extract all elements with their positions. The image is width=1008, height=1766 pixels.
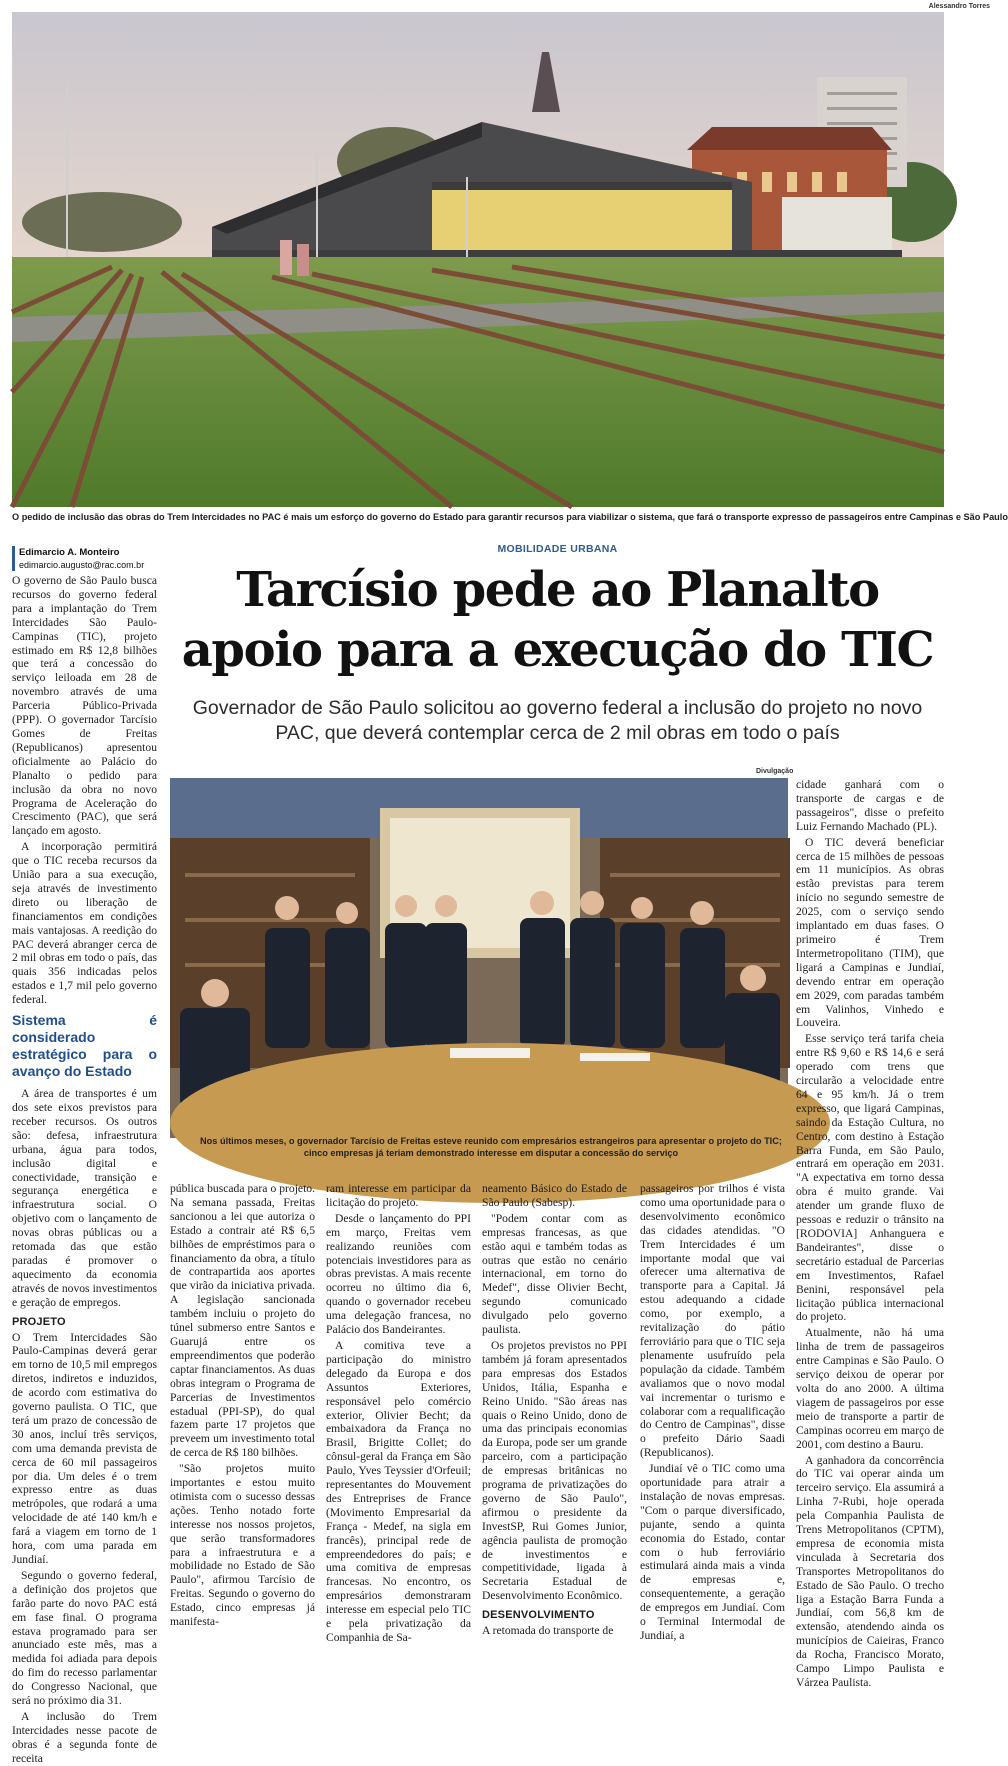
article-column-3 [326, 1182, 471, 1650]
paragraph: passageiros por trilhos é vista como uma oportunidade para o desenvolvimento econômico das cidades atendidas. "O Trem Intercidades é um importante modal que vai oferecer uma alternativa de transporte para a Capital. Já estou adequando a cidade como, por exemplo, a revitalização do pátio ferroviário para que o TIC seja plenamente usufruído pela população da cidade. Também avaliamos que o novo modal vai incrementar o turismo e colaborar com a requalificação do Centro de Campinas", disse o prefeito Dário Saadi (Republicanos). [640, 1182, 785, 1460]
subsection-heading: PROJETO [12, 1315, 66, 1328]
byline [12, 546, 164, 571]
paragraph: pública buscada para o projeto. Na semana passada, Freitas sancionou a lei que autoriza o Estado a contrair até R$ 6,5 bilhões de empréstimos para o financiamento da obra, a título de contrapartida aos aportes que virão da iniciativa privada. A legislação sancionada também incluiu o projeto do túnel submerso entre Santos e Guarujá entre os empreendimentos que poderão captar financiamentos. As duas obras integram o Programa de Parcerias de Investimentos estadual (PPI-SP), do qual fazem parte 17 projetos que preveem um investimento total de cerca de R$ 180 bilhões. [170, 1182, 315, 1460]
deck: Governador de São Paulo solicitou ao governo federal a inclusão do projeto no novo PAC, que deverá contemplar cerca de 2 mil obras em todo o país [192, 697, 923, 744]
paragraph: ram interesse em participar da licitação do projeto. [326, 1182, 471, 1209]
side-subhead: Sistema é considerado estratégico para o avanço do Estado [12, 1012, 157, 1080]
train-station-illustration [12, 12, 944, 507]
article-column-6 [796, 778, 944, 1689]
headline-line-2: apoio para a execução do TIC [181, 622, 934, 678]
paragraph: A incorporação permitirá que o TIC receba recursos da União para a sua execução, seja através de investimento direto ou liberação de financiamentos em condições mais vantajosas. A reedição do PAC deverá abranger cerca de 2 mil obras em todo o país, das quais 356 indicadas pelos estados e 1,7 mil pelo governo federal. [12, 840, 157, 1007]
article-column-2 [170, 1182, 315, 1650]
article-column-1 [12, 574, 157, 1765]
paragraph: neamento Básico do Estado de São Paulo (Sabesp). [482, 1182, 627, 1209]
paragraph: A comitiva teve a participação do ministro delegado da Europa e dos Assuntos Exteriores, responsável pelo comércio exterior, Olivier Becht; da embaixadora da França no Brasil, Brigitte Collet; do cônsul-geral da França em São Paulo, Yves Teyssier d'Orfeuil; representantes do Mouvement des Entreprises de France (Movimento Empresarial da França - Medef, na sigla em francês), principal rede de empreendedores do país; e uma comitiva de empresas francesas. No encontro, os empresários demonstraram interesse em especial pelo TIC e pela privatização da Companhia de Sa- [326, 1338, 471, 1644]
paragraph: "São projetos muito importantes e estou muito otimista com o sucesso dessas ações. Tenho notado forte interesse nos nossos projetos, que serão transformadores para a infraestrutura e a mobilidade no Estado de São Paulo", afirmou Tarcísio de Freitas. Segundo o governo do Estado, cinco empresas já manifesta- [170, 1462, 315, 1629]
subsection-heading: DESENVOLVIMENTO [482, 1609, 595, 1622]
paragraph: A área de transportes é um dos sete eixos previstos para receber recursos. Os outros são: defesa, infraestrutura urbana, água para todos, inclusão digital e conectividade, transição e segurança energética e infraestrutura social. O objetivo com o lançamento de novas obras públicas ou a retomada das que estão paradas é promover o aquecimento da economia através de novos investimentos e geração de empregos. [12, 1087, 157, 1309]
paragraph: Os projetos previstos no PPI também já foram apresentados para empresas dos Estados Unidos, Itália, Espanha e Reino Unido. "São áreas nas quais o Reino Unido, dono de uma das principais economias da Europa, pode ser um grande parceiro, com a participação de empresas britânicas no programa de privatizações do governo de São Paulo", afirmou o presidente da InvestSP, Rui Gomes Junior, agência paulista de promoção de investimentos e competitividade, ligada à Secretaria Estadual de Desenvolvimento Econômico. [482, 1338, 627, 1603]
author-email[interactable]: edimarcio.augusto@rac.com.br [19, 560, 145, 570]
paragraph: Segundo o governo federal, a definição dos projetos que farão parte do novo PAC está em fase final. O programa estava programado para ser anunciado este mês, mas a medida foi adiada para depois do fim do recesso parlamentar do Congresso Nacional, que será no próximo dia 31. [12, 1568, 157, 1708]
paragraph: Atualmente, não há uma linha de trem de passageiros entre Campinas e São Paulo. O serviço deixou de operar por volta do ano 2000. A última viagem de passageiros por esse meio de transporte a partir de Campinas ocorreu em março de 2001, com destino a Bauru. [796, 1326, 944, 1451]
paragraph: A ganhadora da concorrência do TIC vai operar ainda um terceiro serviço. Ela assumirá a Linha 7-Rubi, hoje operada pela Companhia Paulista de Trens Metropolitanos (CPTM), empresa de economia mista vinculada à Secretaria dos Transportes Metropolitanos do Estado de São Paulo. O trecho liga a Estação Barra Funda a Jundiaí, com 56,8 km de extensão, atendendo ainda os municípios de Caieiras, Franco da Rocha, Francisco Morato, Campo Limpo Paulista e Várzea Paulista. [796, 1453, 944, 1689]
meeting-illustration [170, 778, 788, 1133]
paragraph: A inclusão do Trem Intercidades nesse pacote de obras é a segunda fonte de receita [12, 1709, 157, 1765]
author-name: Edimarcio A. Monteiro [19, 547, 120, 558]
article-column-5 [640, 1182, 785, 1650]
section-label: MOBILIDADE URBANA [497, 543, 618, 555]
paragraph: "Podem contar com as empresas francesas, as que estão aqui e também todas as outras que estão no cenário internacional, em torno do Medef", disse Olivier Becht, segundo comunicado divulgado pelo governo paulista. [482, 1211, 627, 1337]
meeting-photo-caption: Nos últimos meses, o governador Tarcísio de Freitas esteve reunido com empresários estrangeiros para apresentar o projeto do TIC; cinco empresas já teriam demonstrado interesse em disputar a concessão do serviço [200, 1136, 782, 1158]
paragraph: Jundiaí vê o TIC como uma oportunidade para atrair a instalação de novas empresas. "Com o parque diversificado, pujante, sendo a quinta economia do Estado, contar com o hub ferroviário estimulará ainda mais a vinda de empresas e, consequentemente, a geração de empregos em Jundiaí. Com o Terminal Intermodal de Jundiaí, a [640, 1462, 785, 1642]
photo-credit-top: Alessandro Torres [928, 3, 990, 10]
paragraph: O TIC deverá beneficiar cerca de 15 milhões de pessoas em 11 municípios. As obras estão previstas para terem início no segundo semestre de 2025, com o serviço sendo implantado em duas fases. O primeiro é Trem Intermetropolitano (TIM), que ligará a Campinas e Jundiaí, devendo entrar em operação em 2029, com paradas também em Valinhos, Vinhedo e Louveira. [796, 835, 944, 1030]
meeting-photo [170, 778, 788, 1133]
article-column-4 [482, 1182, 627, 1650]
paragraph: Desde o lançamento do PPI em março, Freitas vem realizando reuniões com potenciais investidores para as obras previstas. A mais recente ocorreu no último dia 6, quando o governador recebeu uma delegação francesa, no Palácio dos Bandeirantes. [326, 1211, 471, 1337]
paragraph: cidade ganhará com o transporte de cargas e de passageiros", disse o prefeito Luiz Fernando Machado (PL). [796, 778, 944, 833]
paragraph: O Trem Intercidades São Paulo-Campinas deverá gerar em torno de 10,5 mil empregos diretos, indiretos e induzidos, de acordo com estimativa do governo paulista. O TIC, que terá um prazo de concessão de 30 anos, incluí três serviços, com uma demanda prevista de cerca de 60 mil passageiros por dia. Um deles é o trem expresso entre as duas metrópoles, que rodará a uma velocidade de até 140 km/h e fará a viagem em torno de 1 hora, com uma parada em Jundiaí. [12, 1330, 157, 1566]
paragraph: O governo de São Paulo busca recursos do governo federal para a implantação do Trem Intercidades São Paulo-Campinas (TIC), projeto estimado em R$ 12,8 bilhões que terá a concessão do serviço leiloada em 28 de novembro através de uma Parceria Público-Privada (PPP). O governador Tarcísio Gomes de Freitas (Republicanos) apresentou oficialmente ao Palácio do Planalto o pedido para inclusão da obra no novo Programa de Aceleração do Crescimento (PAC), que será lançado em agosto. [12, 574, 157, 838]
paragraph: Esse serviço terá tarifa cheia entre R$ 9,60 e R$ 14,6 e será operado com trens que circularão a velocidade entre 64 e 95 km/h. Já o trem expresso, que ligará Campinas, saindo da Estação Cultura, no Centro, com destino à Estação Barra Funda, em São Paulo, entrará em operação em 2031. "A expectativa em torno dessa obra é muito grande. Vai atender um grande fluxo de pessoas e reduzir o trânsito na [RODOVIA] Anhanguera e Bandeirantes", disse o secretário estadual de Parcerias em Investimentos, Rafael Benini, responsável pela licitação pública internacional do projeto. [796, 1032, 944, 1324]
photo-credit-meeting: Divulgação [756, 768, 794, 775]
headline [160, 560, 955, 680]
paragraph: A retomada do transporte de [482, 1624, 614, 1638]
train-station-photo [12, 12, 944, 507]
headline-line-1: Tarcísio pede ao Planalto [236, 562, 879, 618]
top-photo-caption: O pedido de inclusão das obras do Trem Intercidades no PAC é mais um esforço do governo do Estado para garantir recursos para viabilizar o sistema, que fará o transporte expresso de passageiros entre Campinas e São Paulo [12, 512, 1008, 522]
